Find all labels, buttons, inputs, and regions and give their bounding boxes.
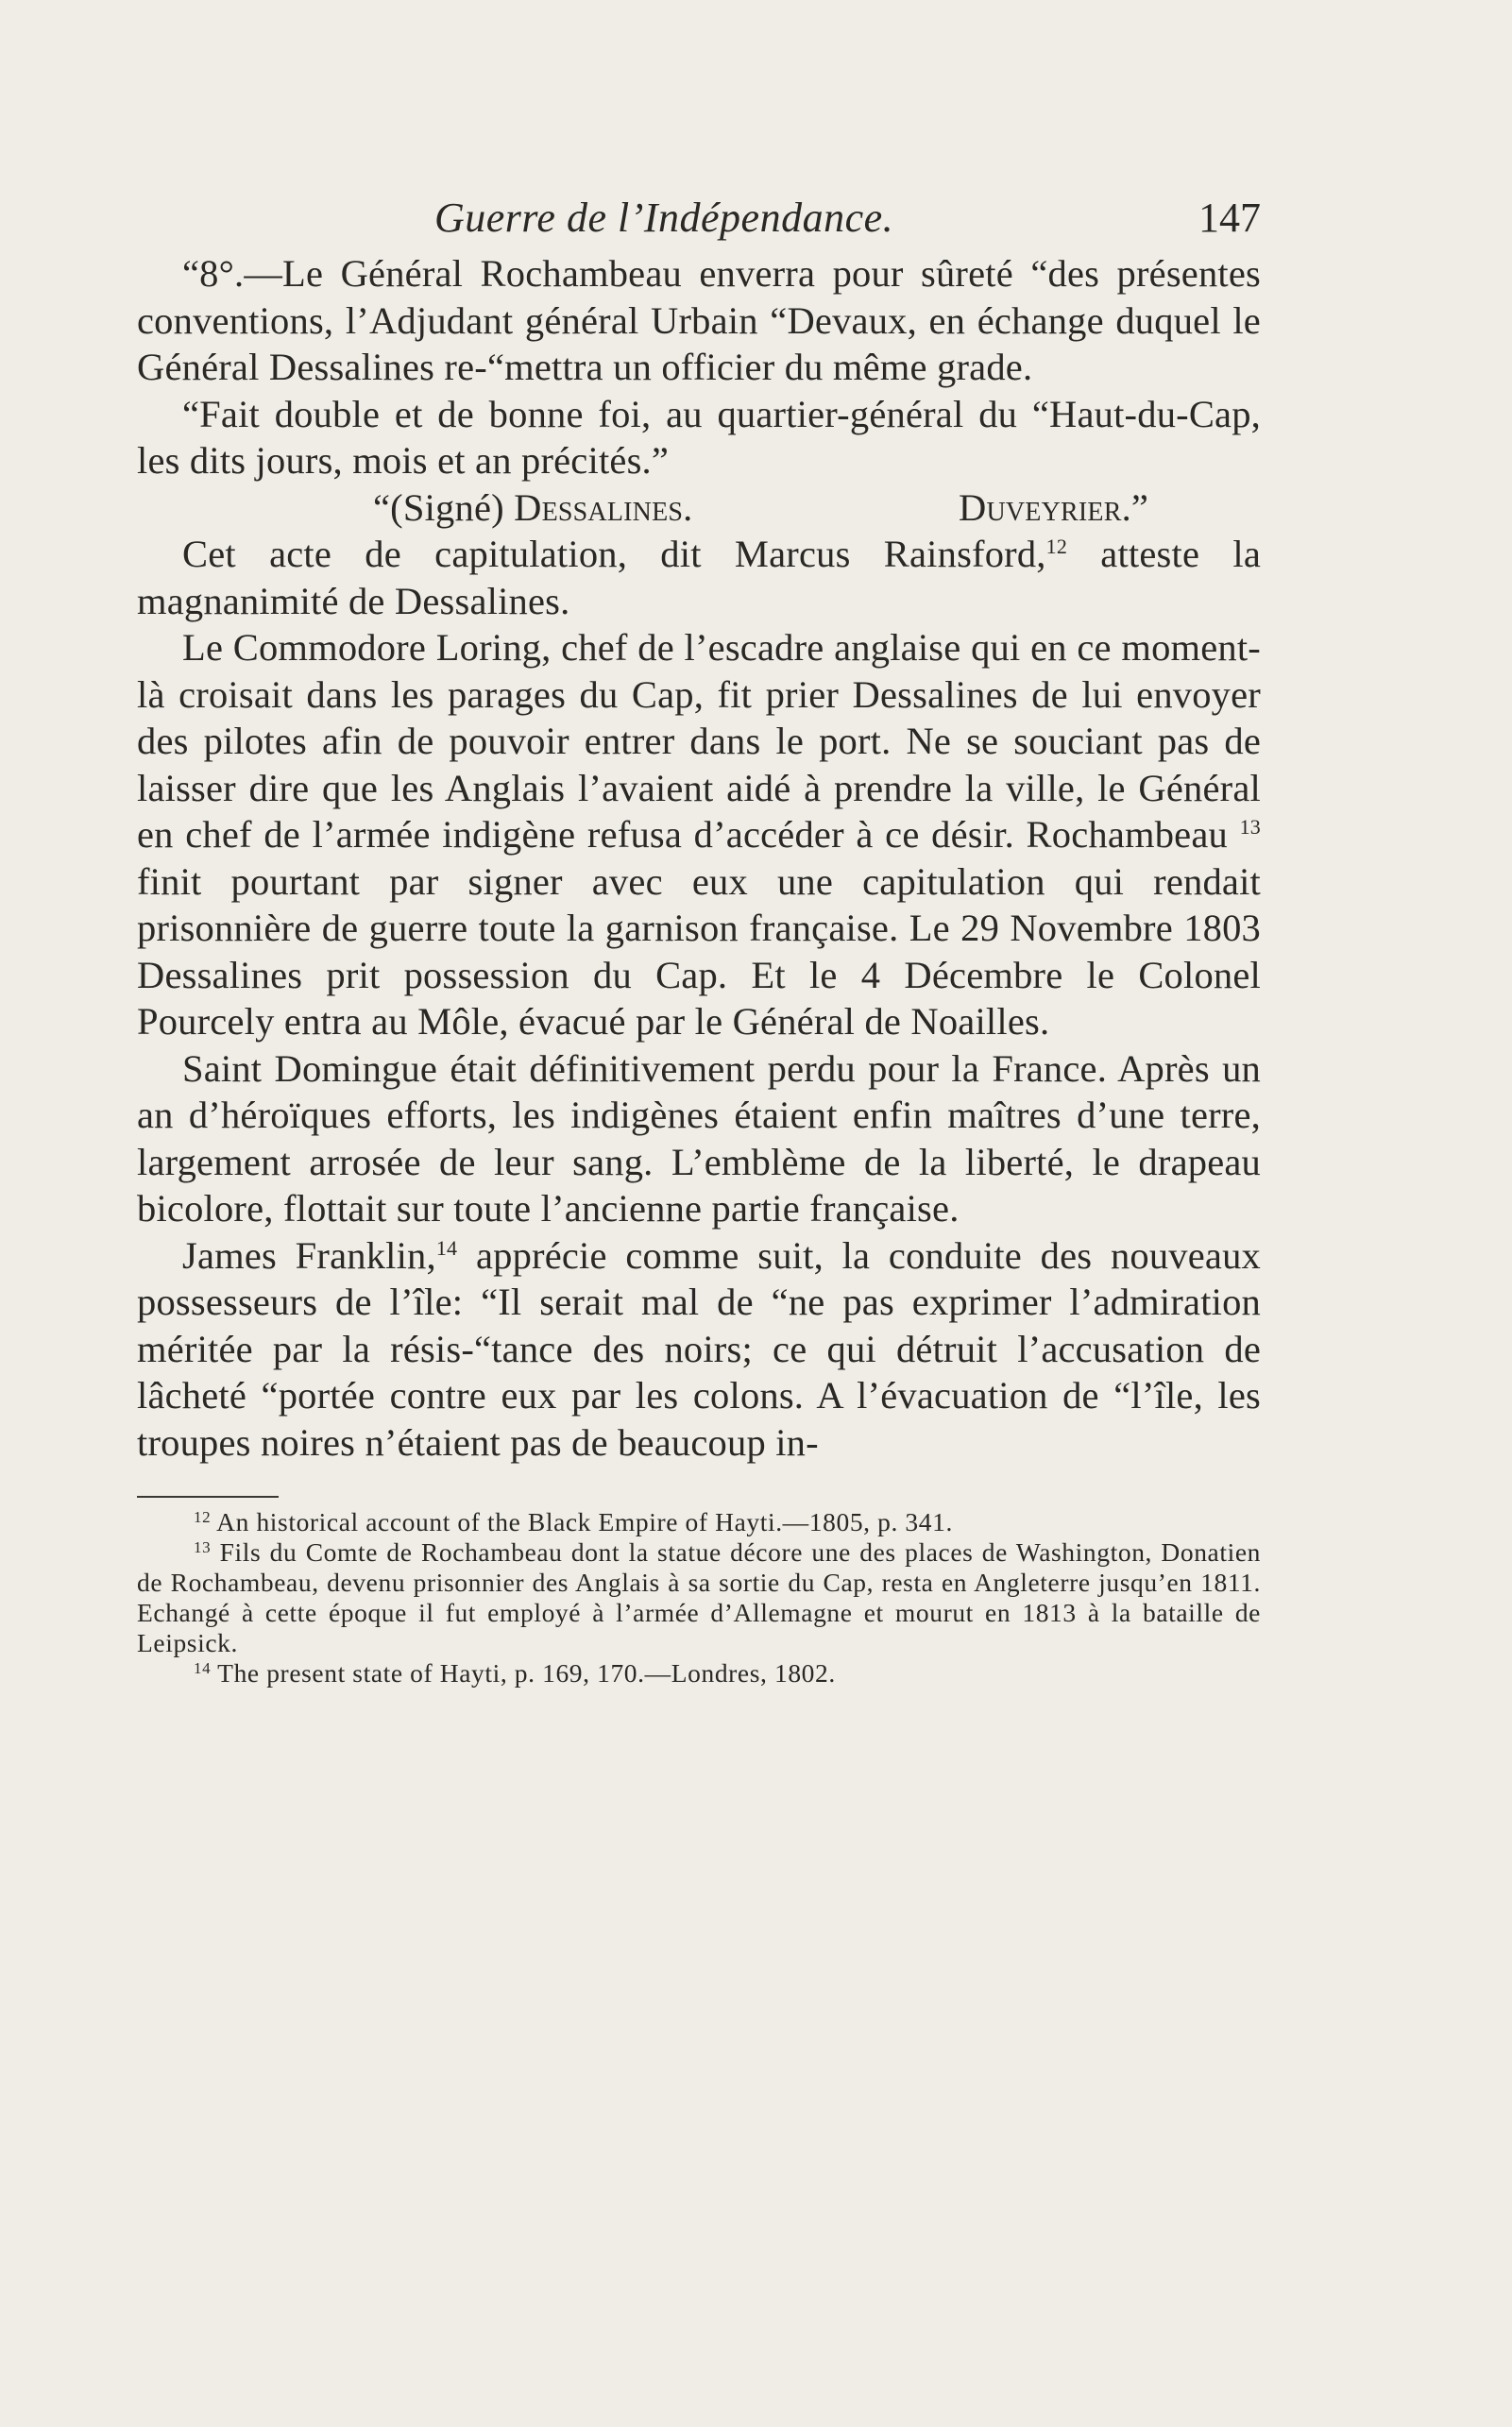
paragraph-text: James Franklin, <box>182 1233 436 1277</box>
footnote-number: 13 <box>194 1538 212 1556</box>
paragraph-text: finit pourtant par signer avec eux une capitulation qui rendait prisonnière de guerre toute la garnison française. Le 29 Novembre 1803 Dessalines prit possession du Cap. Et le 4 Décembre le Colonel Pourcely entra au Môle, évacué par le Général de Noailles. <box>137 859 1261 1043</box>
paragraph-loring <box>137 624 1261 1045</box>
footnote-ref-12: 12 <box>1045 535 1068 558</box>
signed-suffix: ” <box>1130 485 1149 529</box>
page-number: 147 <box>1198 195 1261 241</box>
footnote-number: 14 <box>194 1659 212 1677</box>
footnote-ref-14: 14 <box>435 1235 458 1260</box>
page-header <box>137 194 1261 250</box>
quote-article-8: “8°.—Le Général Rochambeau enverra pour sûreté “des présentes conventions, l’Adjudant général Urbain “Devaux, en échange duquel le Général Dessalines re-“mettra un officier du même grade. <box>137 252 1261 388</box>
footnote-text: An historical account of the Black Empire of Hayti.—1805, p. 341. <box>211 1507 953 1536</box>
footnote-12 <box>137 1507 1261 1537</box>
paragraph-text: Le Commodore Loring, chef de l’escadre anglaise qui en ce moment-là croisait dans les parages du Cap, fit prier Dessalines de lui envoyer des pilotes afin de pouvoir entrer dans le port. Ne se souciant pas de laisser dire que les Anglais l’avaient aidé à prendre la ville, le Général en chef de l’armée indigène refusa d’accéder à ce désir. Rochambeau <box>137 626 1261 856</box>
book-page <box>137 194 1261 1689</box>
footnote-ref-13: 13 <box>1239 815 1261 839</box>
signature-left <box>373 484 693 532</box>
signatures <box>137 484 1261 532</box>
quote-closing: “Fait double et de bonne foi, au quartier-général du “Haut-du-Cap, les dits jours, mois et an précités.” <box>137 392 1261 482</box>
signed-prefix: “(Signé) <box>373 485 515 529</box>
footnote-text: The present state of Hayti, p. 169, 170.—Londres, 1802. <box>211 1658 836 1688</box>
footnote-text: Fils du Comte de Rochambeau dont la statue décore une des places de Washington, Donatien de Rochambeau, devenu prisonnier des Anglais à sa sortie du Cap, resta en Angleterre jusqu’en 1811. Echangé à cette époque il fut employé à l’armée d’Allemagne et mourut en 1813 à la bataille de Leipsick. <box>137 1537 1261 1657</box>
paragraph-rainsford <box>137 531 1261 624</box>
footnote-14 <box>137 1658 1261 1689</box>
paragraph-text: Cet acte de capitulation, dit Marcus Rainsford, <box>182 533 1046 575</box>
paragraph-saint-domingue: Saint Domingue était définitivement perdu pour la France. Après un an d’héroïques efforts, les indigènes étaient enfin maîtres d’une terre, largement arrosée de leur sang. L’emblème de la liberté, le drapeau bicolore, flottait sur toute l’ancienne partie française. <box>137 1046 1261 1230</box>
body-text <box>137 250 1261 1466</box>
signer-dessalines: Dessalines. <box>514 485 693 529</box>
footnote-13 <box>137 1537 1261 1658</box>
paragraph-text: apprécie comme suit, la conduite des nouveaux possesseurs de l’île: “Il serait mal de “ne pas exprimer l’admiration méritée par la résis-“tance des noirs; ce qui détruit l’accusation de lâcheté “portée contre eux par les colons. A l’évacuation de “l’île, les troupes noires n’étaient pas de beaucoup in- <box>137 1233 1262 1464</box>
paragraph-text: atteste la magnanimité de Dessalines. <box>137 533 1261 622</box>
running-title: Guerre de l’Indépendance. <box>434 195 894 241</box>
footnote-divider <box>137 1496 279 1498</box>
signature-right <box>959 484 1148 532</box>
signer-duveyrier: Duveyrier. <box>959 485 1131 529</box>
footnotes <box>137 1507 1261 1689</box>
footnote-number: 12 <box>194 1508 212 1526</box>
paragraph-franklin <box>137 1232 1261 1467</box>
